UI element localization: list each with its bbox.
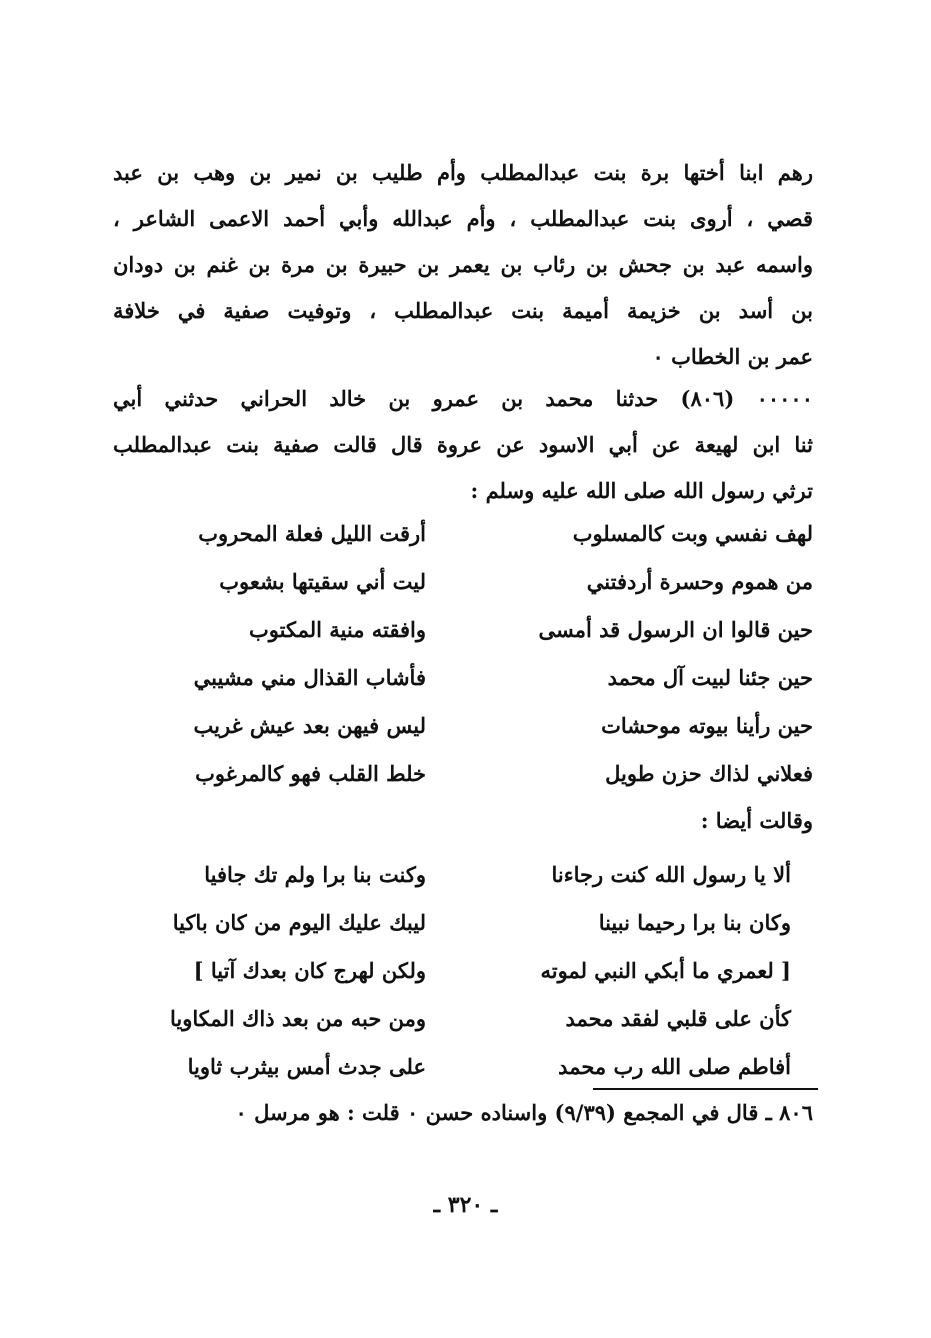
footnote-divider xyxy=(593,1088,818,1090)
verse-first-hemistich: وكان بنا برا رحيما نبينا xyxy=(598,910,791,935)
verse-first-hemistich: ألا يا رسول الله كنت رجاءنا xyxy=(551,862,791,887)
verse-first-hemistich: من هموم وحسرة أردفتني xyxy=(586,569,813,594)
footnote: ٨٠٦ ـ قال في المجمع (٩/٣٩) واسناده حسن ٠ قلت : هو مرسل ٠ xyxy=(235,1100,813,1125)
paragraph-1 xyxy=(113,150,813,380)
verse-second-hemistich: وافقته منية المكتوب xyxy=(249,617,426,642)
text-line: واسمه عبد بن جحش بن رئاب بن يعمر بن حبيرة بن مرة بن غنم بن دودان xyxy=(113,252,813,277)
verse-first-hemistich: أفاطم صلى الله رب محمد xyxy=(558,1054,791,1079)
text-line: قصي ، أروى بنت عبدالمطلب ، وأم عبدالله وأبي أحمد الاعمى الشاعر ، xyxy=(113,206,813,231)
verse-first-hemistich: حين جئنا لبيت آل محمد xyxy=(607,665,813,690)
poem-1-left-column xyxy=(136,510,426,798)
verse-second-hemistich: ولكن لهرج كان بعدك آتيا ] xyxy=(193,958,426,983)
verse-first-hemistich: لهف نفسي وبت كالمسلوب xyxy=(572,521,813,546)
text-line: عمر بن الخطاب ٠ xyxy=(652,344,813,369)
page-number: ـ ٣٢٠ ـ xyxy=(433,1192,498,1218)
text-line: بن أسد بن خزيمة أميمة بنت عبدالمطلب ، وتوفيت صفية في خلافة xyxy=(113,298,813,323)
text-line: ترثي رسول الله صلى الله عليه وسلم : xyxy=(470,478,813,503)
verse-second-hemistich: فأشاب القذال مني مشيبي xyxy=(193,665,426,690)
text-line: ثنا ابن لهيعة عن أبي الاسود عن عروة قال قالت صفية بنت عبدالمطلب xyxy=(113,432,813,457)
poem-2-left-column xyxy=(126,851,426,1091)
verse-first-hemistich: [ لعمري ما أبكي النبي لموته xyxy=(540,958,791,983)
verse-second-hemistich: ليت أني سقيتها بشعوب xyxy=(219,569,426,594)
verse-first-hemistich: حين رأينا بيوته موحشات xyxy=(601,713,813,738)
verse-second-hemistich: على جدث أمس بيثرب ثاويا xyxy=(187,1054,426,1079)
poem-2-right-column xyxy=(481,851,791,1091)
text-line: رهم ابنا أختها برة بنت عبدالمطلب وأم طليب بن نمير بن وهب بن عبد xyxy=(113,160,813,185)
paragraph-2 xyxy=(113,376,813,514)
verse-second-hemistich: ومن حبه من بعد ذاك المكاويا xyxy=(170,1006,426,1031)
section-heading: وقالت أيضا : xyxy=(700,808,813,833)
verse-first-hemistich: كأن على قلبي لفقد محمد xyxy=(565,1006,791,1031)
verse-second-hemistich: خلط القلب فهو كالمرغوب xyxy=(195,761,426,786)
text-line: ٠٠٠٠٠ (٨٠٦) حدثنا محمد بن عمرو بن خالد الحراني حدثني أبي xyxy=(113,386,813,411)
poem-1-right-column xyxy=(523,510,813,798)
verse-first-hemistich: فعلاني لذاك حزن طويل xyxy=(605,761,813,786)
verse-second-hemistich: وكنت بنا برا ولم تك جافيا xyxy=(204,862,426,887)
verse-second-hemistich: ليس فيهن بعد عيش غريب xyxy=(193,713,426,738)
verse-first-hemistich: حين قالوا ان الرسول قد أمسى xyxy=(538,617,813,642)
verse-second-hemistich: ليبك عليك اليوم من كان باكيا xyxy=(172,910,426,935)
verse-second-hemistich: أرقت الليل فعلة المحروب xyxy=(198,521,426,546)
